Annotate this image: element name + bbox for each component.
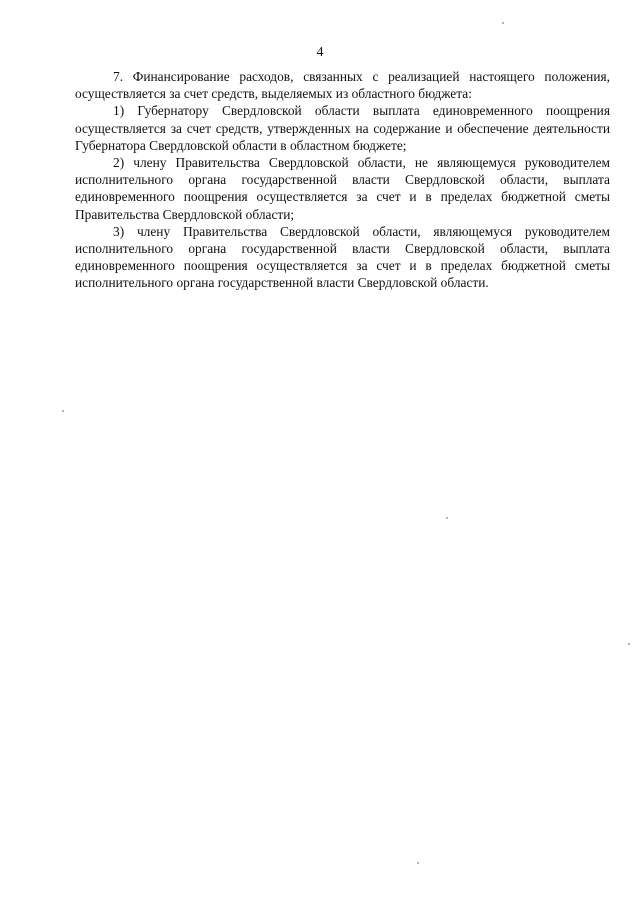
paragraph-member-head: 3) члену Правительства Свердловской области, являющемуся руководителем исполнительного органа государственной власти Свердловской области, выплата единовременного поощрения осуществляется за счет и в пределах бюджетной сметы исполнительного органа государственной власти Свердловской области.: [75, 223, 610, 291]
scan-speck: [417, 862, 419, 864]
paragraph-financing: 7. Финансирование расходов, связанных с реализацией настоящего положения, осуществляется за счет средств, выделяемых из областного бюджета:: [75, 69, 610, 102]
scan-speck: [446, 517, 448, 519]
scan-speck: [502, 22, 504, 24]
document-body: [75, 68, 610, 292]
paragraph-member-not-head: 2) члену Правительства Свердловской области, не являющемуся руководителем исполнительного органа государственной власти Свердловской области, выплата единовременного поощрения осуществляется за счет и в пределах бюджетной сметы Правительства Свердловской области;: [75, 155, 610, 222]
scan-speck: [628, 643, 630, 645]
page-number: 4: [316, 45, 324, 60]
scan-speck: [62, 410, 64, 412]
paragraph-governor: 1) Губернатору Свердловской области выплата единовременного поощрения осуществляется за счет средств, утвержденных на содержание и обеспечение деятельности Губернатора Свердловской области в областном бюджете;: [75, 103, 610, 153]
